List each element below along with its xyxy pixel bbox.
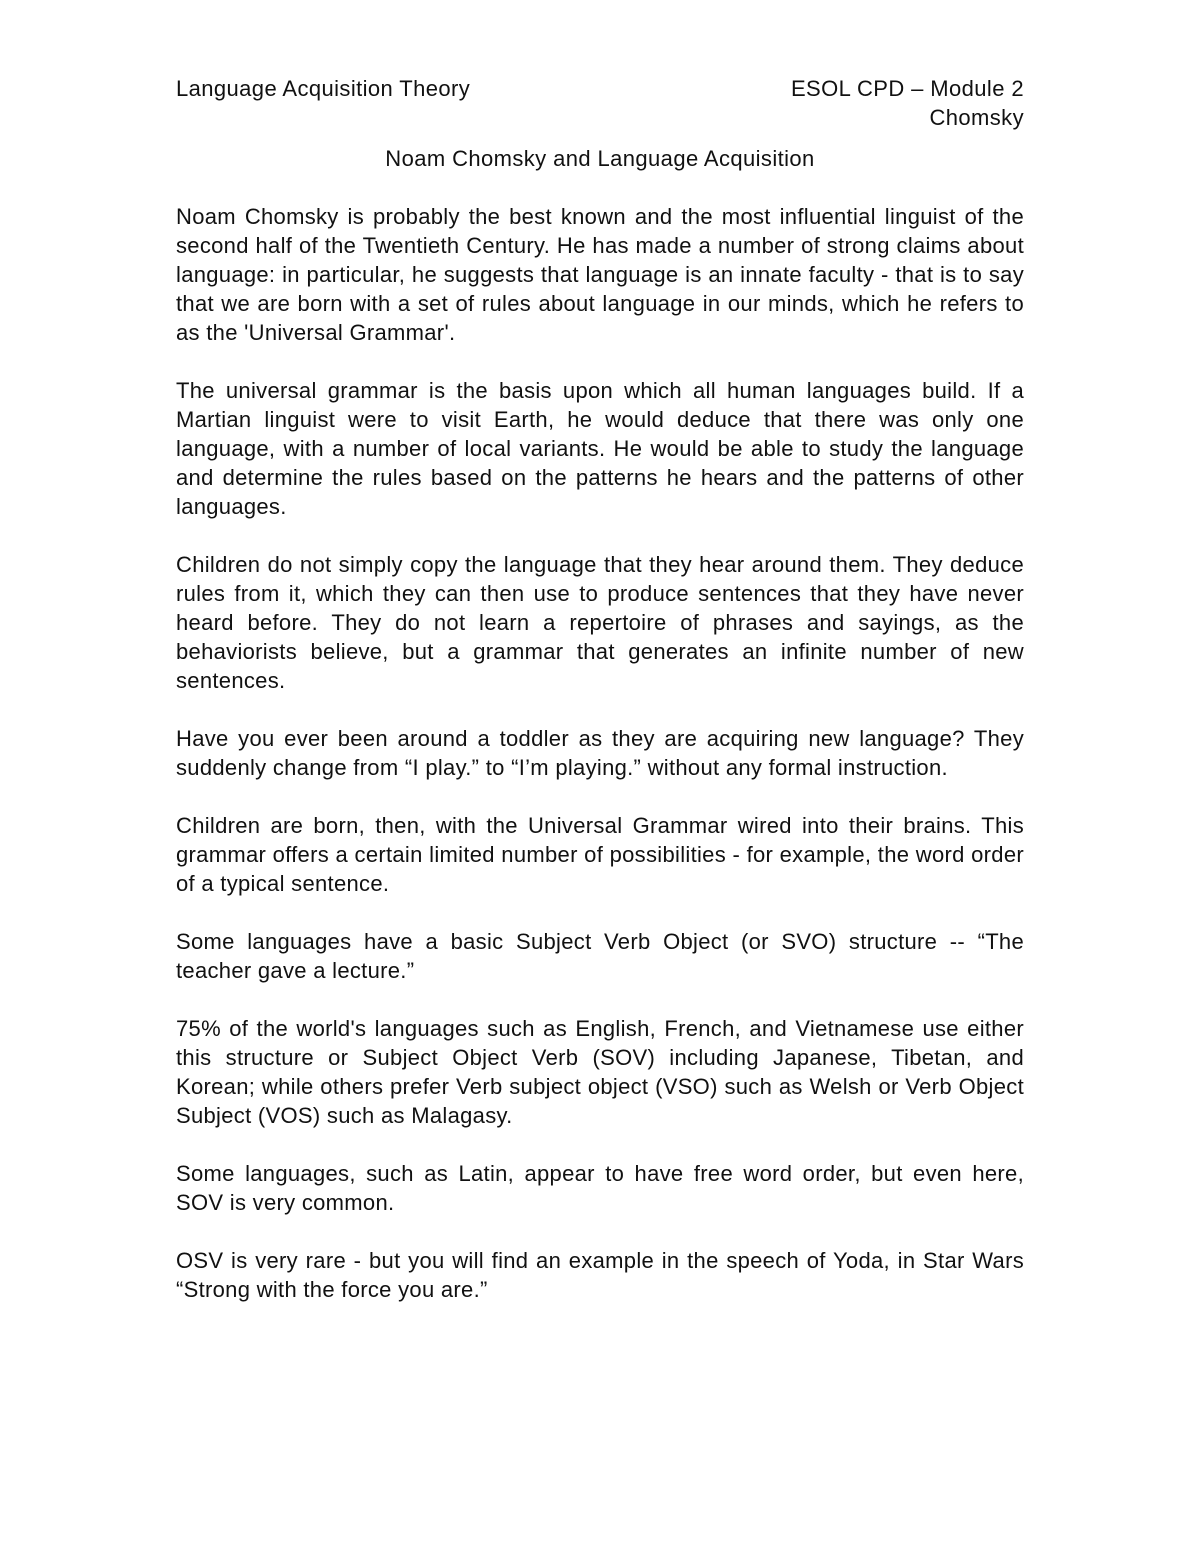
paragraph-intro: Noam Chomsky is probably the best known and the most influential linguist of the second half of the Twentieth Century. He has made a number of strong claims about language: in particular, he suggests that language is an innate faculty - that is to say that we are born with a set of rules about language in our minds, which he refers to as the 'Universal Grammar'. <box>176 204 1024 345</box>
header-module-info <box>791 74 1024 132</box>
paragraph-word-order-stats: 75% of the world's languages such as English, French, and Vietnamese use either this structure or Subject Object Verb (SOV) including Japanese, Tibetan, and Korean; while others prefer Verb subject object (VSO) such as Welsh or Verb Object Subject (VOS) such as Malagasy. <box>176 1016 1024 1128</box>
page-header <box>176 70 1024 132</box>
paragraph-toddler: Have you ever been around a toddler as they are acquiring new language? They suddenly change from “I play.” to “I’m playing.” without any formal instruction. <box>176 726 1024 780</box>
document-title: Noam Chomsky and Language Acquisition <box>385 146 815 171</box>
paragraph-osv-yoda: OSV is very rare - but you will find an example in the speech of Yoda, in Star Wars “Strong with the force you are.” <box>176 1248 1024 1302</box>
paragraph-universal-grammar: The universal grammar is the basis upon which all human languages build. If a Martian linguist were to visit Earth, he would deduce that there was only one language, with a number of local variants. He would be able to study the language and determine the rules based on the patterns he hears and the patterns of other languages. <box>176 378 1024 519</box>
paragraph-children-deduce: Children do not simply copy the language that they hear around them. They deduce rules from it, which they can then use to produce sentences that they have never heard before. They do not learn a repertoire of phrases and sayings, as the behaviorists believe, but a grammar that generates an infinite number of new sentences. <box>176 552 1024 693</box>
paragraph-free-word-order: Some languages, such as Latin, appear to have free word order, but even here, SOV is very common. <box>176 1161 1024 1215</box>
header-course-title: Language Acquisition Theory <box>176 76 471 101</box>
paragraph-born-with-grammar: Children are born, then, with the Universal Grammar wired into their brains. This grammar offers a certain limited number of possibilities - for example, the word order of a typical sentence. <box>176 813 1024 896</box>
paragraph-svo: Some languages have a basic Subject Verb Object (or SVO) structure -- “The teacher gave a lecture.” <box>176 929 1024 983</box>
header-topic-label: Chomsky <box>929 105 1024 130</box>
page-content <box>176 70 1024 1333</box>
header-module-label: ESOL CPD – Module 2 <box>790 76 1024 101</box>
